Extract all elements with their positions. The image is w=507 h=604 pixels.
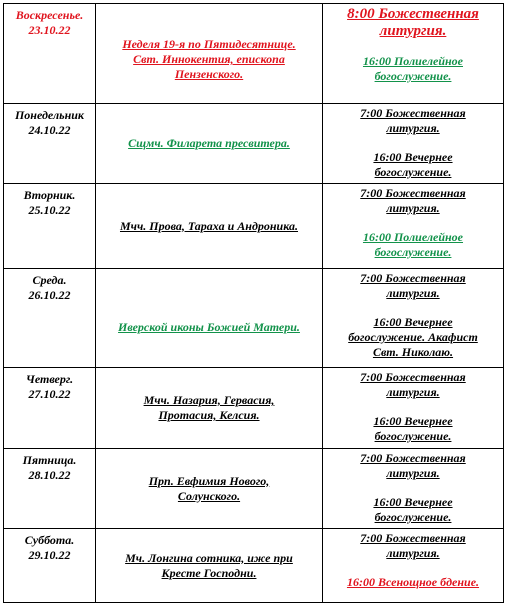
feast-line: Иверской иконы Божией Матери. <box>118 320 300 334</box>
service-line: литургия. <box>379 23 447 39</box>
feast-cell <box>96 269 323 368</box>
date-cell <box>4 4 96 104</box>
feast-line: Мчч. Прова, Тараха и Андроника. <box>119 218 299 233</box>
feast-cell <box>96 529 323 603</box>
services-cell <box>323 529 504 603</box>
feast-line: Неделя 19-я по Пятидесятнице. <box>122 37 296 51</box>
service-line: Свт. Николаю. <box>372 345 454 359</box>
date-cell <box>4 269 96 368</box>
service-line: богослужение. <box>374 69 452 83</box>
date-cell <box>4 368 96 449</box>
date: 24.10.22 <box>28 123 71 137</box>
weekday: Среда. <box>32 273 67 287</box>
weekday: Четверг. <box>25 372 74 386</box>
feast-line: Кресте Господни. <box>161 565 257 580</box>
date: 26.10.22 <box>28 288 71 302</box>
service-line: 7:00 Божественная <box>360 451 466 465</box>
weekday: Воскресенье. <box>15 8 84 22</box>
service-line: 16:00 Полиелейное <box>362 54 464 68</box>
feast-line: Мчч. Назария, Гервасия, <box>143 393 275 407</box>
service-line: литургия. <box>386 385 440 399</box>
date-cell <box>4 104 96 184</box>
schedule-row-saturday <box>4 529 504 603</box>
date: 28.10.22 <box>28 468 71 482</box>
service-line: 7:00 Божественная <box>360 106 466 120</box>
service-line: 8:00 Божественная <box>347 6 479 22</box>
services-cell <box>323 104 504 184</box>
services-cell <box>323 269 504 368</box>
feast-line: Солунского. <box>177 488 241 503</box>
service-line: литургия. <box>386 466 440 480</box>
date: 23.10.22 <box>28 23 71 37</box>
schedule-row-sunday <box>4 4 504 104</box>
service-line: 16:00 Вечернее <box>373 315 453 329</box>
service-line: 7:00 Божественная <box>360 271 466 285</box>
feast-cell <box>96 184 323 269</box>
service-line: 16:00 Полиелейное <box>362 230 464 244</box>
services-cell <box>323 368 504 449</box>
date-cell <box>4 449 96 529</box>
feast-line: Мч. Лонгина сотника, иже при <box>125 550 293 565</box>
weekday: Понедельник <box>14 108 85 122</box>
date-cell <box>4 184 96 269</box>
service-line: 16:00 Вечернее <box>373 150 453 164</box>
service-line: богослужение. <box>374 165 452 179</box>
service-line: 7:00 Божественная <box>360 531 466 545</box>
schedule-row-friday <box>4 449 504 529</box>
weekday: Пятница. <box>22 453 77 467</box>
service-line: богослужение. <box>374 245 452 259</box>
service-line: 7:00 Божественная <box>360 186 466 200</box>
weekday: Суббота. <box>24 533 75 547</box>
service-line: литургия. <box>386 546 440 560</box>
service-line: литургия. <box>386 201 440 215</box>
service-line: 16:00 Вечернее <box>373 495 453 509</box>
feast-line: Свт. Иннокентия, епископа <box>133 52 285 66</box>
services-cell <box>323 449 504 529</box>
weekday: Вторник. <box>23 188 76 202</box>
feast-line: Сщмч. Филарета пресвитера. <box>128 136 290 150</box>
date: 29.10.22 <box>28 548 71 562</box>
service-line: 16:00 Вечернее <box>373 414 453 428</box>
feast-cell <box>96 449 323 529</box>
service-line: 7:00 Божественная <box>360 370 466 384</box>
service-line: богослужение. Акафист <box>348 330 478 344</box>
services-cell <box>323 4 504 104</box>
service-line: богослужение. <box>374 429 452 443</box>
services-cell <box>323 184 504 269</box>
schedule-table <box>3 3 504 603</box>
schedule-row-wednesday <box>4 269 504 368</box>
feast-cell <box>96 104 323 184</box>
service-line: литургия. <box>386 121 440 135</box>
service-line: 16:00 Всенощное бдение. <box>346 575 480 589</box>
feast-line: Прп. Евфимия Нового, <box>148 473 270 488</box>
date: 27.10.22 <box>28 387 71 401</box>
date: 25.10.22 <box>28 203 71 217</box>
feast-cell <box>96 368 323 449</box>
date-cell <box>4 529 96 603</box>
feast-cell <box>96 4 323 104</box>
feast-line: Пензенского. <box>174 67 244 81</box>
service-line: богослужение. <box>374 510 452 524</box>
feast-line: Протасия, Келсия. <box>158 408 260 422</box>
schedule-row-thursday <box>4 368 504 449</box>
schedule-row-tuesday <box>4 184 504 269</box>
schedule-row-monday <box>4 104 504 184</box>
service-line: литургия. <box>386 286 440 300</box>
